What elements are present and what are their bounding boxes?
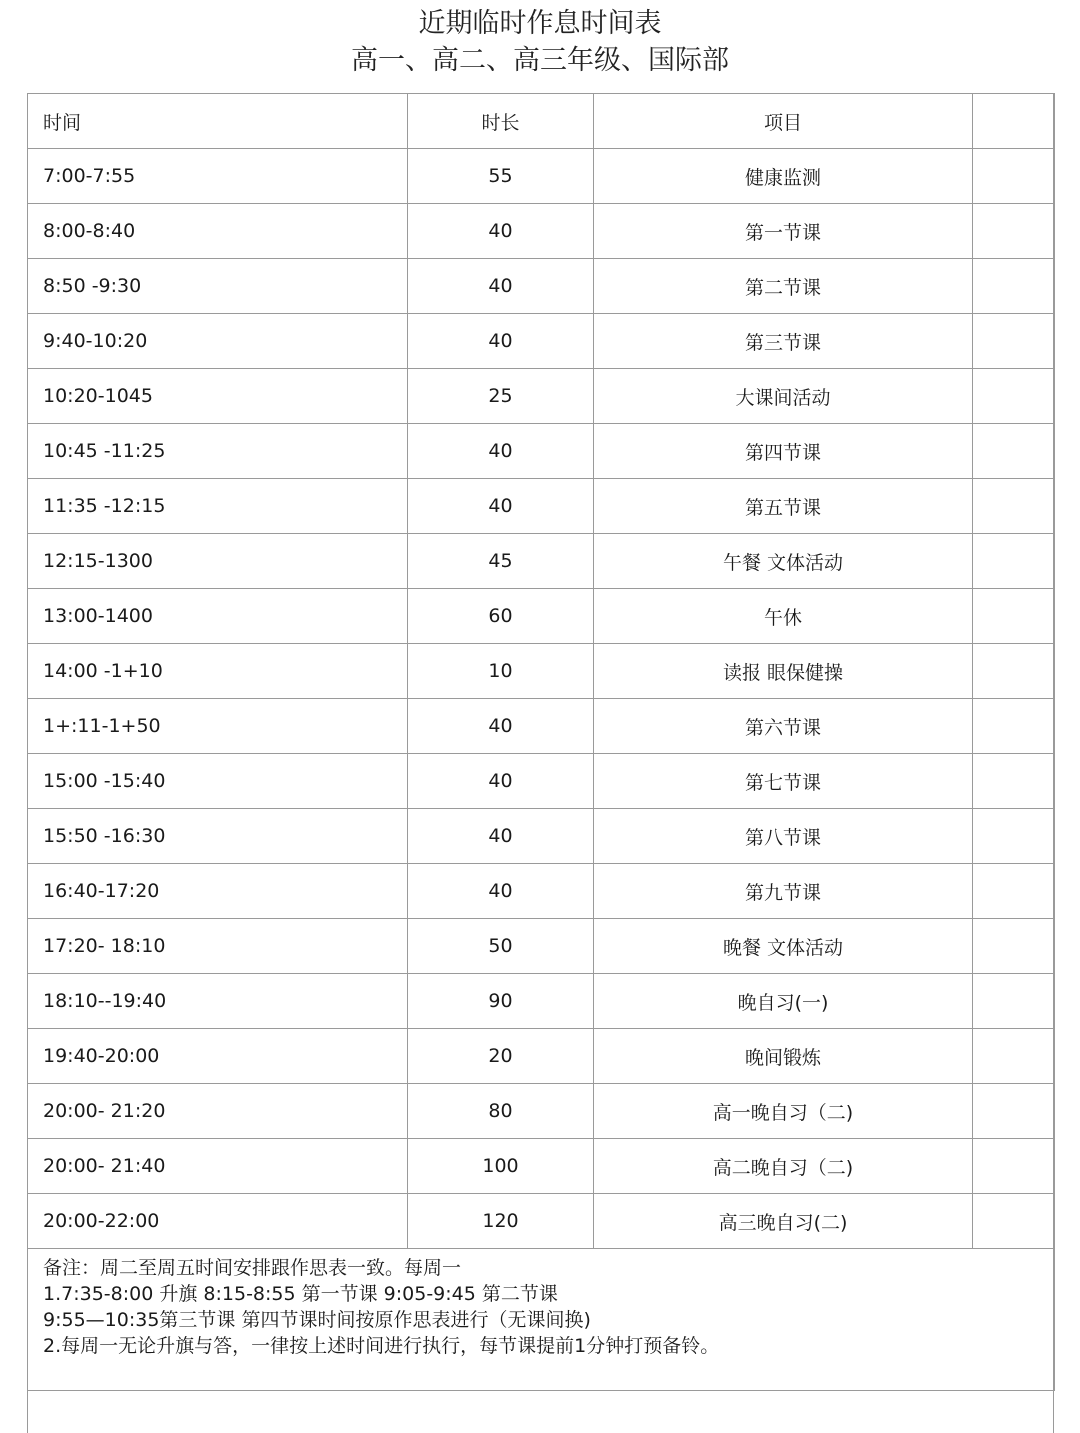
note-line: 1.7:35-8:00 升旗 8:15-8:55 第一节课 9:05-9:45 第二节课 (43, 1283, 558, 1305)
note-line: 备注：周二至周五时间安排跟作思表一致。每周一 (43, 1257, 462, 1279)
cell-duration: 45 (408, 534, 594, 589)
cell-duration: 40 (408, 809, 594, 864)
notes-row (28, 1249, 1055, 1391)
cell-duration: 120 (408, 1194, 594, 1249)
cell-item: 读报 眼保健操 (594, 644, 973, 699)
cell-item: 第七节课 (594, 754, 973, 809)
table-row (28, 864, 1055, 919)
cell-item: 大课间活动 (594, 369, 973, 424)
cell-duration: 10 (408, 644, 594, 699)
cell-duration: 40 (408, 699, 594, 754)
cell-item: 晚自习(一) (594, 974, 973, 1029)
table-row (28, 809, 1055, 864)
cell-duration: 40 (408, 479, 594, 534)
cell-time: 17:20- 18:10 (28, 919, 408, 974)
column-header-extra (973, 94, 1055, 149)
cell-extra (973, 919, 1055, 974)
cell-time: 15:00 -15:40 (28, 754, 408, 809)
table-row (28, 369, 1055, 424)
cell-extra (973, 644, 1055, 699)
cell-item: 第三节课 (594, 314, 973, 369)
cell-extra (973, 534, 1055, 589)
cell-item: 高一晚自习（二) (594, 1084, 973, 1139)
cell-duration: 25 (408, 369, 594, 424)
cell-extra (973, 1084, 1055, 1139)
cell-duration: 90 (408, 974, 594, 1029)
cell-time: 13:00-1400 (28, 589, 408, 644)
cell-duration: 40 (408, 424, 594, 479)
table-row (28, 1084, 1055, 1139)
cell-time: 20:00-22:00 (28, 1194, 408, 1249)
cell-item: 高三晚自习(二) (594, 1194, 973, 1249)
table-row (28, 259, 1055, 314)
table-row (28, 699, 1055, 754)
cell-time: 18:10--19:40 (28, 974, 408, 1029)
cell-extra (973, 369, 1055, 424)
cell-extra (973, 864, 1055, 919)
column-header-duration: 时长 (408, 94, 594, 149)
cell-time: 9:40-10:20 (28, 314, 408, 369)
cell-duration: 40 (408, 314, 594, 369)
table-row (28, 919, 1055, 974)
cell-extra (973, 754, 1055, 809)
table-row (28, 314, 1055, 369)
cell-duration: 60 (408, 589, 594, 644)
cell-item: 第六节课 (594, 699, 973, 754)
cell-extra (973, 314, 1055, 369)
table-row (28, 424, 1055, 479)
cell-extra (973, 479, 1055, 534)
table-row (28, 1029, 1055, 1084)
cell-item: 健康监测 (594, 149, 973, 204)
cell-time: 14:00 -1+10 (28, 644, 408, 699)
cell-item: 午餐 文体活动 (594, 534, 973, 589)
cell-time: 20:00- 21:20 (28, 1084, 408, 1139)
cell-time: 20:00- 21:40 (28, 1139, 408, 1194)
cell-duration: 40 (408, 204, 594, 259)
cell-duration: 100 (408, 1139, 594, 1194)
cell-duration: 40 (408, 259, 594, 314)
cell-time: 11:35 -12:15 (28, 479, 408, 534)
column-header-time: 时间 (28, 94, 408, 149)
table-row (28, 534, 1055, 589)
cell-time: 19:40-20:00 (28, 1029, 408, 1084)
cell-duration: 55 (408, 149, 594, 204)
cell-item: 第二节课 (594, 259, 973, 314)
cell-time: 1+:11-1+50 (28, 699, 408, 754)
cell-extra (973, 259, 1055, 314)
cell-item: 第八节课 (594, 809, 973, 864)
table-header-row (28, 94, 1055, 149)
cell-item: 第四节课 (594, 424, 973, 479)
page-title: 近期临时作息时间表 (418, 8, 662, 39)
table-row (28, 149, 1055, 204)
cell-item: 高二晚自习（二) (594, 1139, 973, 1194)
column-header-item: 项目 (594, 94, 973, 149)
table-row (28, 1194, 1055, 1249)
cell-extra (973, 1194, 1055, 1249)
cell-item: 第一节课 (594, 204, 973, 259)
cell-item: 第九节课 (594, 864, 973, 919)
page-subtitle: 高一、高二、高三年级、国际部 (351, 45, 729, 76)
cell-extra (973, 1139, 1055, 1194)
cell-extra (973, 974, 1055, 1029)
cell-duration: 20 (408, 1029, 594, 1084)
cell-time: 12:15-1300 (28, 534, 408, 589)
cell-duration: 40 (408, 754, 594, 809)
cell-extra (973, 1029, 1055, 1084)
cell-time: 15:50 -16:30 (28, 809, 408, 864)
cell-extra (973, 589, 1055, 644)
cell-time: 10:45 -11:25 (28, 424, 408, 479)
cell-time: 7:00-7:55 (28, 149, 408, 204)
cell-item: 晚间锻炼 (594, 1029, 973, 1084)
table-row (28, 589, 1055, 644)
cell-time: 8:50 -9:30 (28, 259, 408, 314)
cell-time: 16:40-17:20 (28, 864, 408, 919)
cell-extra (973, 699, 1055, 754)
cell-duration: 40 (408, 864, 594, 919)
cell-duration: 50 (408, 919, 594, 974)
cell-item: 晚餐 文体活动 (594, 919, 973, 974)
cell-extra (973, 809, 1055, 864)
notes-block (28, 1249, 1055, 1391)
cell-duration: 80 (408, 1084, 594, 1139)
note-line: 9:55—10:35第三节课 第四节课时间按原作思表进行（无课间换) (43, 1309, 591, 1331)
table-row (28, 754, 1055, 809)
cell-extra (973, 204, 1055, 259)
table-row (28, 1139, 1055, 1194)
cell-item: 第五节课 (594, 479, 973, 534)
table-row (28, 644, 1055, 699)
schedule-table (27, 93, 1055, 1391)
cell-time: 8:00-8:40 (28, 204, 408, 259)
cell-extra (973, 149, 1055, 204)
cell-time: 10:20-1045 (28, 369, 408, 424)
cell-item: 午休 (594, 589, 973, 644)
table-row (28, 204, 1055, 259)
note-line: 2.每周一无论升旗与答，一律按上述时间进行执行，每节课提前1分钟打预备铃。 (43, 1335, 720, 1357)
table-row (28, 479, 1055, 534)
cell-extra (973, 424, 1055, 479)
table-row (28, 974, 1055, 1029)
